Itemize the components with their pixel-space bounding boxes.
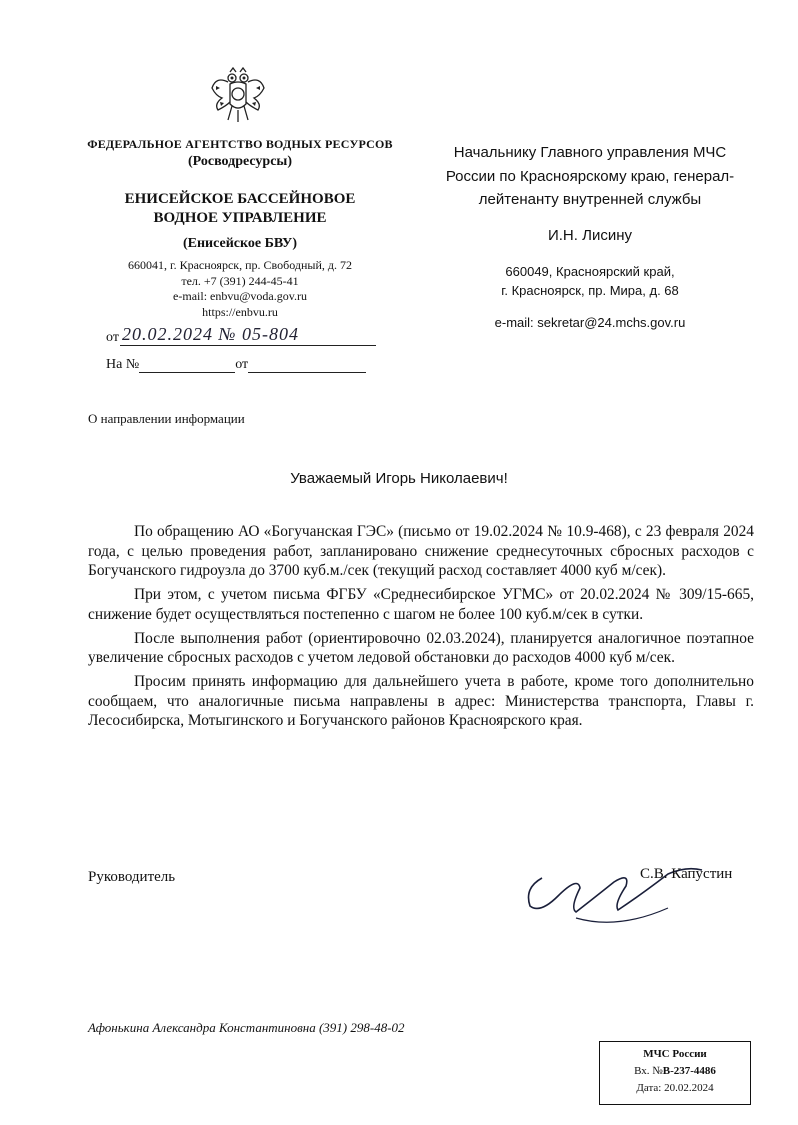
organization-website: https://enbvu.ru	[202, 304, 278, 319]
registration-prefix: от	[106, 330, 119, 345]
reference-from-label: от	[235, 357, 249, 372]
organization-email: e-mail: enbvu@voda.gov.ru	[173, 289, 307, 303]
stamp-number: В-237-4486	[662, 1065, 716, 1077]
body-paragraph-1: По обращению АО «Богучанская ГЭС» (письмо от 19.02.2024 № 10.9-468), с 23 февраля 2024 года, с целью проведения работ, запланировано снижение среднесуточных сбросных расходов с Богучанского гидроузла до 3700 куб.м./сек (текущий расход составляет 4000 куб м/сек).	[88, 523, 754, 579]
addressee-name: И.Н. Лисину	[547, 227, 632, 244]
executor-contact: Афонькина Александра Константиновна (391) 298-48-02	[88, 1020, 405, 1035]
addressee-address-line1: 660049, Красноярский край,	[505, 264, 675, 279]
greeting: Уважаемый Игорь Николаевич!	[290, 470, 508, 487]
signature-icon	[518, 848, 718, 940]
body-paragraph-3: После выполнения работ (ориентировочно 02.03.2024), планируется аналогичное поэтапное увеличение сбросных расходов с учетом ледовой обстановки до расходов 4000 куб м/сек.	[88, 629, 754, 666]
reference-line	[106, 357, 376, 373]
stamp-date: Дата: 20.02.2024	[636, 1082, 714, 1094]
addressee-line3: лейтенанту внутренней службы	[478, 191, 702, 208]
registration-handwritten: 20.02.2024 № 05-804	[122, 324, 299, 344]
stamp-org: МЧС России	[643, 1048, 707, 1060]
signer-role: Руководитель	[88, 869, 176, 885]
organization-name	[60, 190, 420, 228]
addressee-address	[420, 262, 760, 300]
reference-date-blank	[248, 358, 366, 373]
addressee-title	[420, 141, 760, 212]
letter-subject: О направлении информации	[88, 411, 245, 426]
registration-underline	[120, 345, 376, 346]
organization-short-name: (Енисейское БВУ)	[182, 236, 297, 251]
addressee-line2: России по Красноярскому краю, генерал-	[445, 167, 735, 185]
stamp-number-line	[600, 1063, 750, 1080]
addressee-line1: Начальнику Главного управления МЧС	[453, 144, 727, 161]
emblem-icon	[208, 66, 268, 124]
incoming-registration-stamp	[599, 1041, 751, 1105]
organization-contacts	[60, 258, 420, 320]
organization-name-line1: ЕНИСЕЙСКОЕ БАССЕЙНОВОЕ	[124, 191, 356, 207]
body-paragraph-2: При этом, с учетом письма ФГБУ «Среднесибирское УГМС» от 20.02.2024 № 309/15-665, снижение будет осуществляться постепенно с шагом не более 100 куб.м/сек в сутки.	[88, 586, 754, 623]
signer-name: С.В. Капустин	[640, 866, 733, 882]
organization-name-line2: ВОДНОЕ УПРАВЛЕНИЕ	[153, 210, 327, 226]
body-paragraph-4: Просим принять информацию для дальнейшего учета в работе, кроме того дополнительно сообщаем, что аналогичные письма направлены в адрес: Министерства транспорта, Главы г. Лесосибирска, Мотыгинского и Богучанского районов Красноярского края.	[88, 673, 754, 729]
organization-address: 660041, г. Красноярск, пр. Свободный, д. 72	[128, 258, 352, 272]
agency-name: ФЕДЕРАЛЬНОЕ АГЕНТСТВО ВОДНЫХ РЕСУРСОВ	[87, 137, 393, 151]
stamp-number-label: Вх. №	[634, 1065, 663, 1077]
addressee-address-line2: г. Красноярск, пр. Мира, д. 68	[501, 283, 679, 298]
registration-line	[106, 324, 376, 346]
reference-number-blank	[139, 358, 235, 373]
addressee-email: e-mail: sekretar@24.mchs.gov.ru	[494, 315, 686, 330]
letter-body	[88, 522, 754, 735]
reference-label: На №	[106, 357, 140, 372]
agency-short-name: (Росводресурсы)	[187, 154, 292, 169]
organization-phone: тел. +7 (391) 244-45-41	[181, 273, 299, 288]
